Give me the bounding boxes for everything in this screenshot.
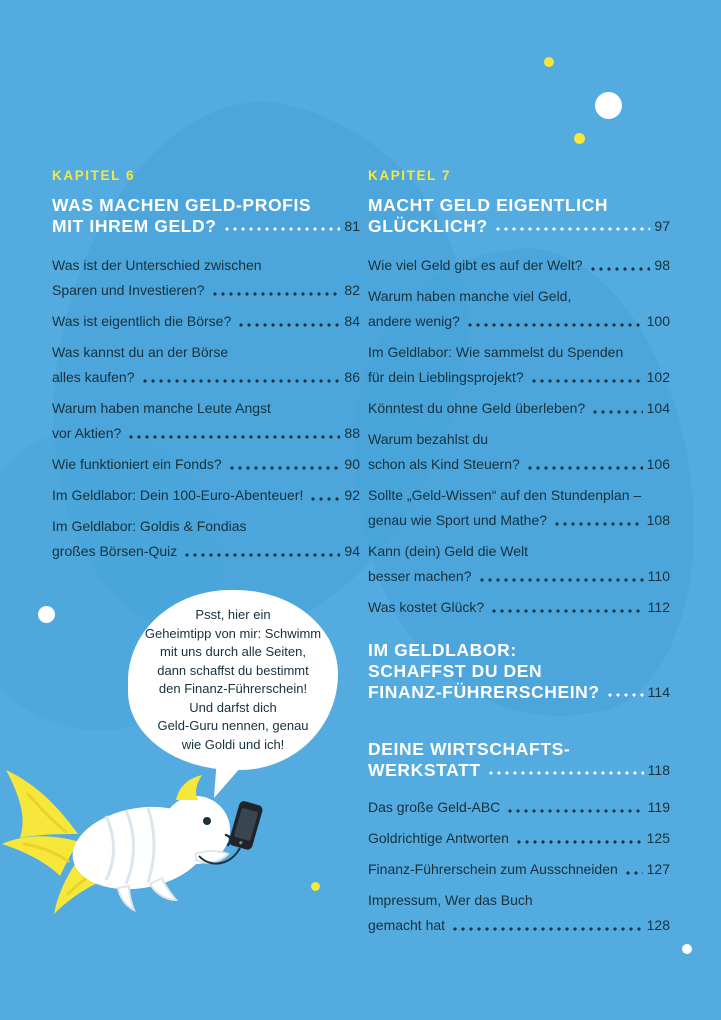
page-number: 125	[646, 830, 670, 846]
page-number: 108	[646, 512, 670, 528]
dot-leader	[591, 408, 642, 416]
page-number: 97	[654, 218, 670, 234]
dot-leader	[478, 576, 644, 584]
section-geldlabor-title[interactable]: IM GELDLABOR: SCHAFFST DU DEN FINANZ-FÜHRERSCHEIN? 114	[368, 640, 670, 702]
dot-leader	[127, 433, 340, 441]
decor-dot	[38, 606, 55, 623]
dot-leader	[589, 265, 651, 273]
dot-leader	[494, 225, 651, 233]
dot-leader	[506, 807, 643, 815]
decor-dot	[682, 944, 692, 954]
decor-dot	[595, 92, 622, 119]
dot-leader	[309, 495, 340, 503]
dot-leader	[490, 607, 643, 615]
toc-entry[interactable]: Kann (dein) Geld die Welt besser machen? 110	[368, 539, 670, 589]
chapter-7-label: KAPITEL 7	[368, 168, 452, 183]
speech-bubble	[128, 590, 338, 770]
speech-bubble-text: Psst, hier ein Geheimtipp von mir: Schwimm mit uns durch alle Seiten, dann schaffst du bestimmt den Finanz-Führerschein! Und darfst dich Geld-Guru nennen, genau wie Goldi und ich!	[144, 607, 322, 752]
dot-leader	[530, 377, 643, 385]
page-number: 94	[344, 543, 360, 559]
toc-entry[interactable]: Was kostet Glück? 112	[368, 595, 670, 620]
toc-entry[interactable]: Warum haben manche Leute Angst vor Aktien? 88	[52, 396, 360, 446]
toc-column-left	[52, 168, 360, 570]
toc-entry[interactable]: Das große Geld-ABC 119	[368, 795, 670, 820]
toc-entry[interactable]: Warum bezahlst du schon als Kind Steuern? 106	[368, 427, 670, 477]
toc-entry[interactable]: Im Geldlabor: Goldis & Fondias großes Börsen-Quiz 94	[52, 514, 360, 564]
toc-entry[interactable]: Im Geldlabor: Wie sammelst du Spenden für dein Lieblingsprojekt? 102	[368, 340, 670, 390]
chapter-7-title[interactable]: MACHT GELD EIGENTLICH GLÜCKLICH? 97	[368, 195, 670, 236]
decor-dot	[544, 57, 554, 67]
page-number: 82	[344, 282, 360, 298]
page-number: 84	[344, 313, 360, 329]
toc-entry[interactable]: Im Geldlabor: Dein 100-Euro-Abenteuer! 92	[52, 483, 360, 508]
dot-leader	[606, 691, 644, 699]
page-number: 114	[647, 684, 670, 700]
page-number: 118	[647, 762, 670, 778]
chapter-6-title[interactable]: WAS MACHEN GELD-PROFIS MIT IHREM GELD? 81	[52, 195, 360, 236]
page-number: 88	[344, 425, 360, 441]
page-number: 102	[646, 369, 670, 385]
toc-entry[interactable]: Was kannst du an der Börse alles kaufen? 86	[52, 340, 360, 390]
page-number: 86	[344, 369, 360, 385]
dot-leader	[228, 464, 341, 472]
toc-entry[interactable]: Was ist der Unterschied zwischen Sparen und Investieren? 82	[52, 253, 360, 303]
page-number: 90	[344, 456, 360, 472]
page-number: 128	[646, 917, 670, 933]
page-number: 81	[344, 218, 360, 234]
smartphone-icon	[228, 800, 264, 851]
dot-leader	[183, 551, 340, 559]
page-number: 112	[647, 599, 670, 615]
page-number: 104	[646, 400, 670, 416]
page-number: 92	[344, 487, 360, 503]
page-number: 110	[647, 568, 670, 584]
toc-entry[interactable]: Sollte „Geld-Wissen“ auf den Stundenplan – genau wie Sport und Mathe? 108	[368, 483, 670, 533]
toc-entry[interactable]: Wie funktioniert ein Fonds? 90	[52, 452, 360, 477]
section-werkstatt-title[interactable]: DEINE WIRTSCHAFTS- WERKSTATT 118	[368, 739, 670, 780]
dot-leader	[223, 225, 341, 233]
page-number: 106	[646, 456, 670, 472]
toc-entry[interactable]: Finanz-Führerschein zum Ausschneiden 127	[368, 857, 670, 882]
dot-leader	[237, 321, 340, 329]
page-number: 127	[646, 861, 670, 877]
dot-leader	[211, 290, 341, 298]
toc-entry[interactable]: Könntest du ohne Geld überleben? 104	[368, 396, 670, 421]
toc-column-right	[368, 168, 670, 944]
dot-leader	[515, 838, 643, 846]
toc-entry[interactable]: Warum haben manche viel Geld, andere wenig? 100	[368, 284, 670, 334]
page-number: 119	[647, 799, 670, 815]
decor-dot	[311, 882, 320, 891]
page-number: 98	[654, 257, 670, 273]
toc-entry[interactable]: Impressum, Wer das Buch gemacht hat 128	[368, 888, 670, 938]
decor-dot	[574, 133, 585, 144]
dot-leader	[553, 520, 643, 528]
dot-leader	[141, 377, 341, 385]
dot-leader	[487, 769, 644, 777]
dot-leader	[624, 869, 643, 877]
dot-leader	[466, 321, 643, 329]
page-number: 100	[646, 313, 670, 329]
toc-entry[interactable]: Wie viel Geld gibt es auf der Welt? 98	[368, 253, 670, 278]
chapter-6-label: KAPITEL 6	[52, 168, 136, 183]
dot-leader	[526, 464, 643, 472]
toc-entry[interactable]: Goldrichtige Antworten 125	[368, 826, 670, 851]
dot-leader	[451, 925, 643, 933]
toc-entry[interactable]: Was ist eigentlich die Börse? 84	[52, 309, 360, 334]
